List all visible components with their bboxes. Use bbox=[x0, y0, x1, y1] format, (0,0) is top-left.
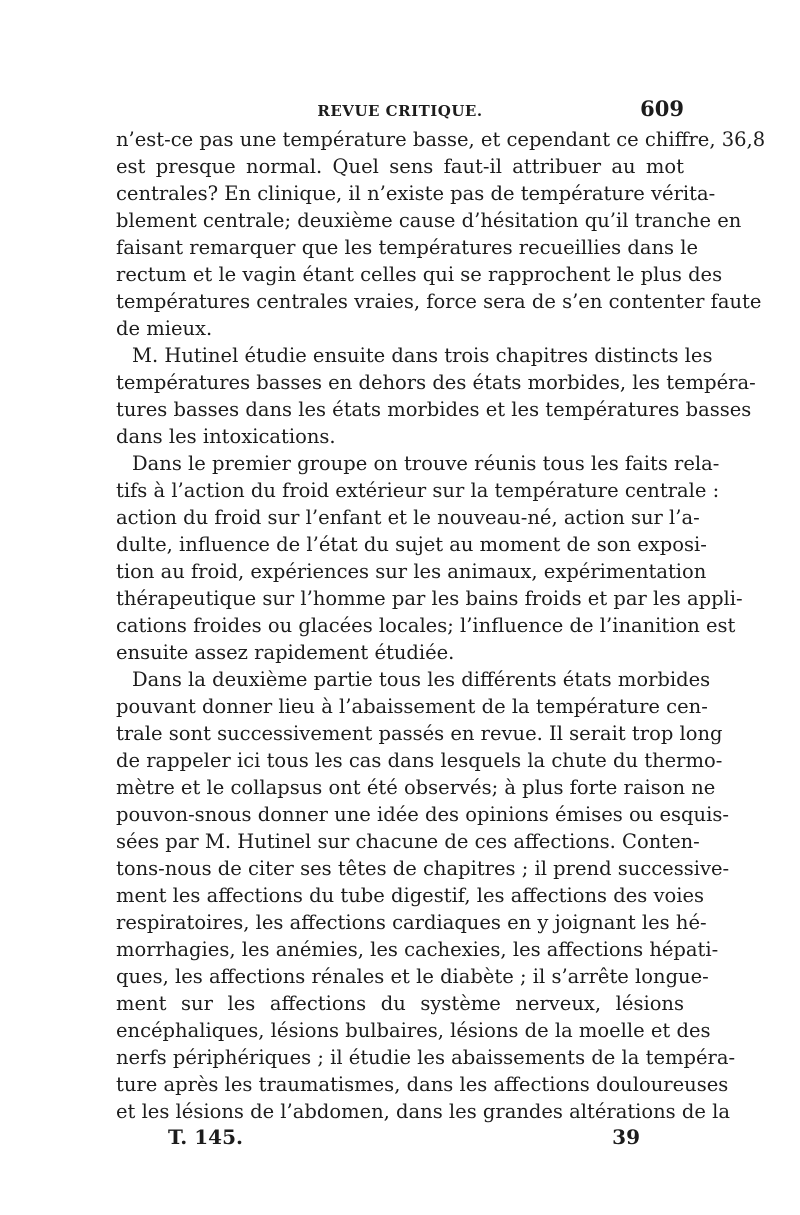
text-line: ques, les affections rénales et le diabète ; il s’arrête longue- bbox=[116, 965, 709, 988]
text-line: températures centrales vraies, force sera de s’en contenter faute bbox=[116, 290, 762, 313]
sheet-number: 39 bbox=[612, 1125, 640, 1149]
text-line: respiratoires, les affections cardiaques en y joignant les hé- bbox=[116, 911, 707, 934]
text-line: est presque normal. Quel sens faut-il attribuer au mot bbox=[116, 155, 684, 178]
text-line: températures basses en dehors des états morbides, les tempéra- bbox=[116, 371, 756, 394]
text-line: mètre et le collapsus ont été observés; à plus forte raison ne bbox=[116, 776, 716, 799]
text-line: tion au froid, expériences sur les animaux, expérimentation bbox=[116, 560, 707, 583]
text-line: pouvant donner lieu à l’abaissement de la température cen- bbox=[116, 695, 708, 718]
text-line: ture après les traumatismes, dans les affections douloureuses bbox=[116, 1073, 729, 1096]
text-line: action du froid sur l’enfant et le nouveau-né, action sur l’a- bbox=[116, 506, 700, 529]
text-line: pouvon-snous donner une idée des opinions émises ou esquis- bbox=[116, 803, 729, 826]
text-line: sées par M. Hutinel sur chacune de ces affections. Conten- bbox=[116, 830, 700, 853]
text-line: et les lésions de l’abdomen, dans les grandes altérations de la bbox=[116, 1100, 730, 1123]
text-line: dulte, influence de l’état du sujet au moment de son exposi- bbox=[116, 533, 707, 556]
text-line: nerfs périphériques ; il étudie les abaissements de la tempéra- bbox=[116, 1046, 736, 1069]
text-line: n’est-ce pas une température basse, et cependant ce chiffre, 36,8 bbox=[116, 128, 766, 151]
paragraph-start-line: Dans la deuxième partie tous les différents états morbides bbox=[132, 668, 711, 691]
text-line: morrhagies, les anémies, les cachexies, les affections hépati- bbox=[116, 938, 719, 961]
text-line: ment sur les affections du système nerveux, lésions bbox=[116, 992, 684, 1015]
text-line: cations froides ou glacées locales; l’influence de l’inanition est bbox=[116, 614, 736, 637]
text-line: trale sont successivement passés en revue. Il serait trop long bbox=[116, 722, 723, 745]
text-line: dans les intoxications. bbox=[116, 425, 336, 448]
page-footer bbox=[168, 1125, 640, 1155]
text-line: rectum et le vagin étant celles qui se rapprochent le plus des bbox=[116, 263, 723, 286]
volume-signature: T. 145. bbox=[168, 1125, 243, 1149]
text-line: faisant remarquer que les températures recueillies dans le bbox=[116, 236, 698, 259]
paragraph-start-line: M. Hutinel étudie ensuite dans trois chapitres distincts les bbox=[132, 344, 713, 367]
text-line: tifs à l’action du froid extérieur sur la température centrale : bbox=[116, 479, 720, 502]
text-line: de mieux. bbox=[116, 317, 213, 340]
text-line: centrales? En clinique, il n’existe pas de température vérita- bbox=[116, 182, 716, 205]
paragraph-start-line: Dans le premier groupe on trouve réunis tous les faits rela- bbox=[132, 452, 720, 475]
running-head bbox=[116, 96, 684, 126]
text-line: thérapeutique sur l’homme par les bains froids et par les appli- bbox=[116, 587, 743, 610]
page-number: 609 bbox=[640, 96, 684, 121]
body-text bbox=[116, 126, 766, 1125]
text-line: blement centrale; deuxième cause d’hésitation qu’il tranche en bbox=[116, 209, 742, 232]
text-line: tures basses dans les états morbides et les températures basses bbox=[116, 398, 752, 421]
text-line: de rappeler ici tous les cas dans lesquels la chute du thermo- bbox=[116, 749, 723, 772]
running-head-title: REVUE CRITIQUE. bbox=[317, 102, 483, 120]
text-line: tons-nous de citer ses têtes de chapitres ; il prend successive- bbox=[116, 857, 730, 880]
text-line: ment les affections du tube digestif, les affections des voies bbox=[116, 884, 704, 907]
text-line: ensuite assez rapidement étudiée. bbox=[116, 641, 455, 664]
text-line: encéphaliques, lésions bulbaires, lésions de la moelle et des bbox=[116, 1019, 711, 1042]
